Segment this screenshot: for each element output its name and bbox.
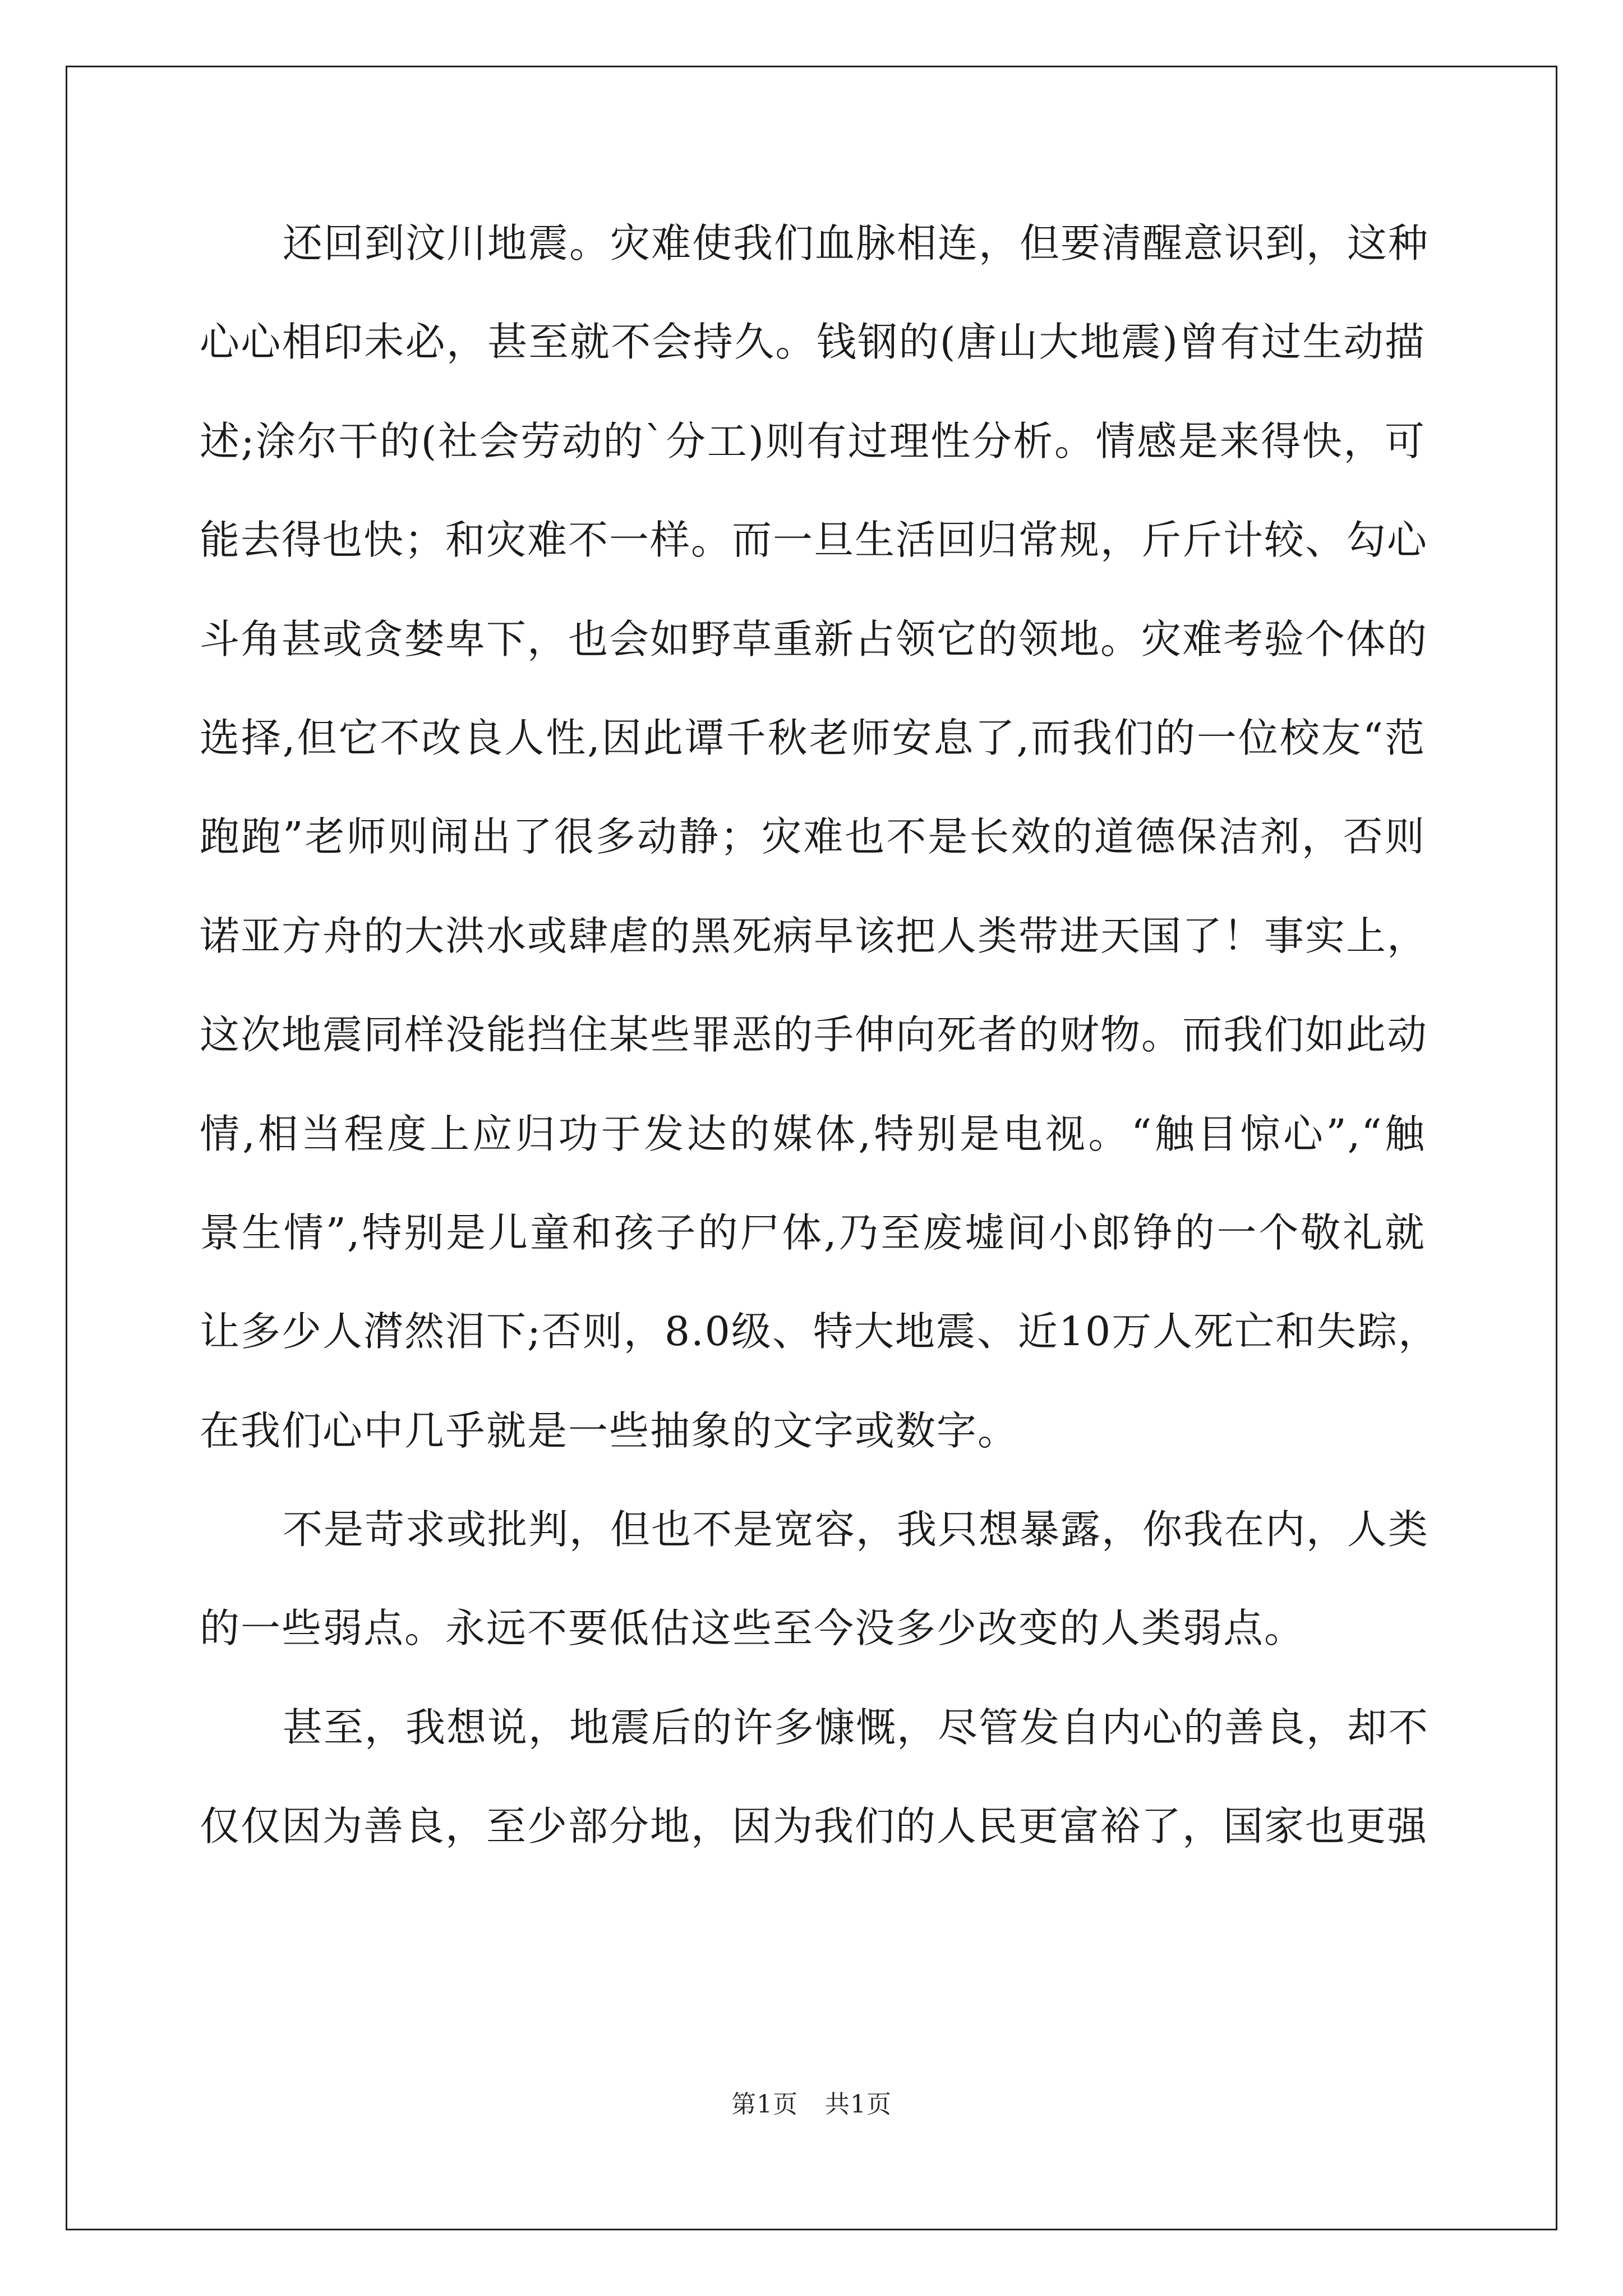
paragraph-1-line: 跑跑”老师则闹出了很多动静；灾难也不是长效的道德保洁剂，否则 [200, 813, 1426, 861]
paragraph-1-line: 让多少人潸然泪下;否则，8.0级、特大地震、近10万人死亡和失踪， [200, 1308, 1440, 1355]
paragraph-1-line: 斗角甚或贪婪卑下，也会如野草重新占领它的领地。灾难考验个体的 [200, 615, 1428, 662]
paragraph-1-line: 述;涂尔干的(社会劳动的`分工)则有过理性分析。情感是来得快，可 [200, 417, 1426, 464]
paragraph-1-line: 选择,但它不改良人性,因此谭千秋老师安息了,而我们的一位校友“范 [200, 714, 1426, 761]
page-number-label: 第1页 [731, 2090, 798, 2119]
paragraph-1-line: 这次地震同样没能挡住某些罪恶的手伸向死者的财物。而我们如此动 [200, 1011, 1428, 1059]
paragraph-1-line: 景生情”,特别是儿童和孩子的尸体,乃至废墟间小郎铮的一个敬礼就 [200, 1209, 1426, 1256]
paragraph-1-line: 心心相印未必，甚至就不会持久。钱钢的(唐山大地震)曾有过生动描 [200, 319, 1426, 366]
paragraph-1-line: 情,相当程度上应归功于发达的媒体,特别是电视。“触目惊心”,“触 [200, 1110, 1426, 1157]
paragraph-1-line: 能去得也快；和灾难不一样。而一旦生活回归常规，斤斤计较、勾心 [200, 517, 1428, 564]
paragraph-1-line: 诺亚方舟的大洪水或肆虐的黑死病早该把人类带进天国了！事实上， [200, 912, 1428, 959]
paragraph-2-line: 不是苛求或批判，但也不是宽容，我只想暴露，你我在内，人类 [283, 1506, 1430, 1553]
paragraph-2-line: 的一些弱点。永远不要低估这些至今没多少改变的人类弱点。 [200, 1605, 1306, 1652]
paragraph-1-line: 在我们心中几乎就是一些抽象的文字或数字。 [200, 1407, 1019, 1454]
paragraph-3-line: 仅仅因为善良，至少部分地，因为我们的人民更富裕了，国家也更强 [200, 1803, 1428, 1850]
page-total-label: 共1页 [825, 2090, 892, 2119]
document-body [200, 194, 1440, 1876]
page-footer [0, 2084, 1623, 2120]
paragraph-3-line: 甚至，我想说，地震后的许多慷慨，尽管发自内心的善良，却不 [283, 1704, 1430, 1751]
paragraph-1-line: 还回到汶川地震。灾难使我们血脉相连，但要清醒意识到，这种 [283, 220, 1430, 266]
